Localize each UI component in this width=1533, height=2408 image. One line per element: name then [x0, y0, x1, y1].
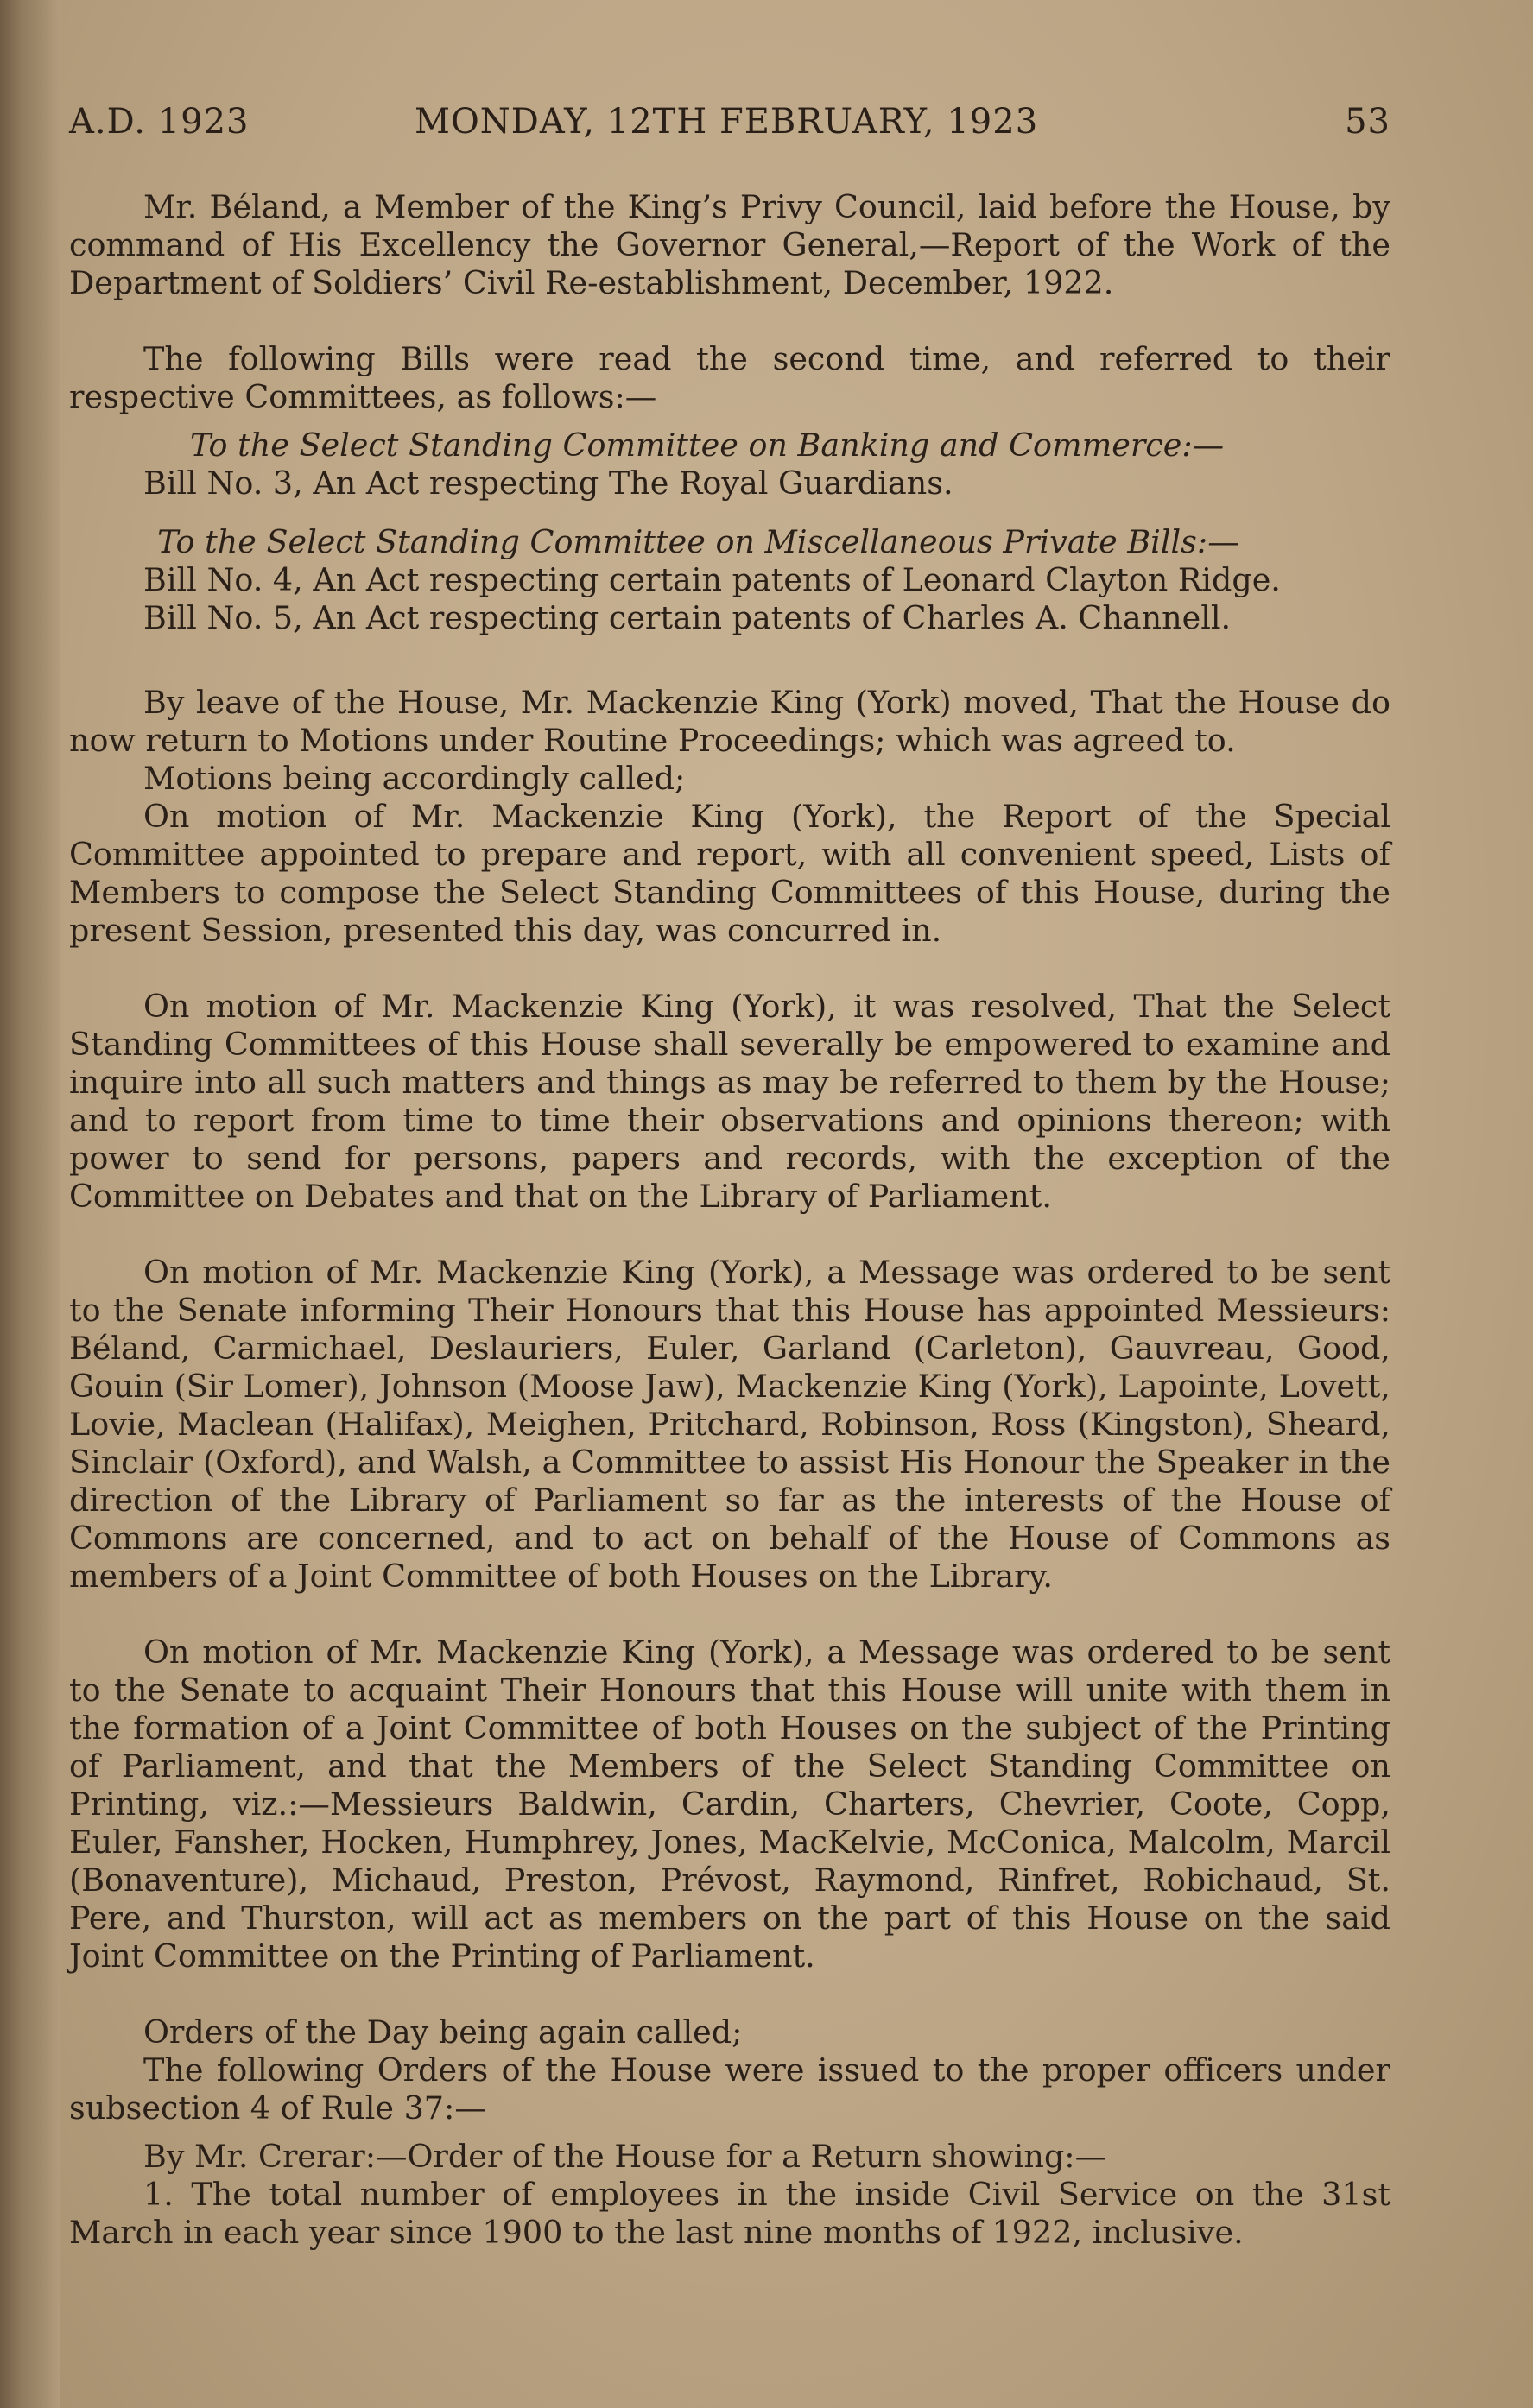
paragraph-return-item-1: 1. The total number of employees in the inside Civil Service on the 31st March in each year since 1900 to the last nine months of 1922, inclusive. [69, 2176, 1390, 2251]
paragraph-bills-intro: The following Bills were read the second time, and referred to their respective Committees, as follows:— [69, 340, 1390, 415]
book-spine-edge [0, 0, 60, 2408]
paragraph-motions-called: Motions being accordingly called; [143, 760, 686, 797]
paragraph-crerar-order: By Mr. Crerar:—Order of the House for a Return showing:— [143, 2138, 1107, 2175]
paragraph-special-committee-report: On motion of Mr. Mackenzie King (York), the Report of the Special Committee appointed to prepare and report, with all convenient speed, Lists of Members to compose the Select Standing Committees of this House, during the present Session, presented this day, was concurred in. [69, 798, 1390, 949]
header-date: MONDAY, 12TH FEBRUARY, 1923 [415, 102, 1039, 142]
page-header [69, 102, 1390, 154]
header-year: A.D. 1923 [69, 102, 250, 142]
paragraph-orders-issued: The following Orders of the House were issued to the proper officers under subsection 4 of Rule 37:— [69, 2051, 1390, 2127]
paragraph-library-committee: On motion of Mr. Mackenzie King (York), a Message was ordered to be sent to the Senate informing Their Honours that this House has appointed Messieurs: Béland, Carmichael, Deslauriers, Euler, Garland (Carleton), Gauvreau, Good, Gouin (Sir Lomer), Johnson (Moose Jaw), Mackenzie King (York), Lapointe, Lovett, Lovie, Maclean (Halifax), Meighen, Pritchard, Robinson, Ross (Kingston), Sheard, Sinclair (Oxford), and Walsh, a Committee to assist His Honour the Speaker in the direction of the Library of Parliament so far as the interests of the House of Commons are concerned, and to act on behalf of the House of Commons as members of a Joint Committee of both Houses on the Library. [69, 1254, 1390, 1595]
bill-5: Bill No. 5, An Act respecting certain patents of Charles A. Channell. [143, 599, 1232, 636]
bill-3: Bill No. 3, An Act respecting The Royal Guardians. [143, 465, 953, 502]
page-number: 53 [1345, 102, 1390, 142]
committee-heading-private-bills: To the Select Standing Committee on Miscellaneous Private Bills:— [157, 523, 1239, 560]
paragraph-printing-committee: On motion of Mr. Mackenzie King (York), a Message was ordered to be sent to the Senate to acquaint Their Honours that this House will unite with them in the formation of a Joint Committee of both Houses on the subject of the Printing of Parliament, and that the Members of the Select Standing Committee on Printing, viz.:—Messieurs Baldwin, Cardin, Charters, Chevrier, Coote, Copp, Euler, Fansher, Hocken, Humphrey, Jones, MacKelvie, McConica, Malcolm, Marcil (Bonaventure), Michaud, Preston, Prévost, Raymond, Rinfret, Robichaud, St. Pere, and Thurston, will act as members on the part of this House on the said Joint Committee on the Printing of Parliament. [69, 1634, 1390, 1975]
journal-body [69, 188, 1390, 2252]
paragraph-report: Mr. Béland, a Member of the King’s Privy Council, laid before the House, by command of His Excellency the Governor General,—Report of the Work of the Department of Soldiers’ Civil Re-establishment, December, 1922. [69, 188, 1390, 301]
paragraph-standing-committees-powers: On motion of Mr. Mackenzie King (York), it was resolved, That the Select Standing Committees of this House shall severally be empowered to examine and inquire into all such matters and things as may be referred to them by the House; and to report from time to time their observations and opinions thereon; with power to send for persons, papers and records, with the exception of the Committee on Debates and that on the Library of Parliament. [69, 988, 1390, 1215]
paragraph-orders-called: Orders of the Day being again called; [143, 2013, 743, 2051]
bill-4: Bill No. 4, An Act respecting certain patents of Leonard Clayton Ridge. [143, 561, 1281, 598]
paragraph-leave-of-house: By leave of the House, Mr. Mackenzie King (York) moved, That the House do now return to Motions under Routine Proceedings; which was agreed to. [69, 684, 1390, 759]
committee-heading-banking: To the Select Standing Committee on Banking and Commerce:— [190, 427, 1225, 464]
